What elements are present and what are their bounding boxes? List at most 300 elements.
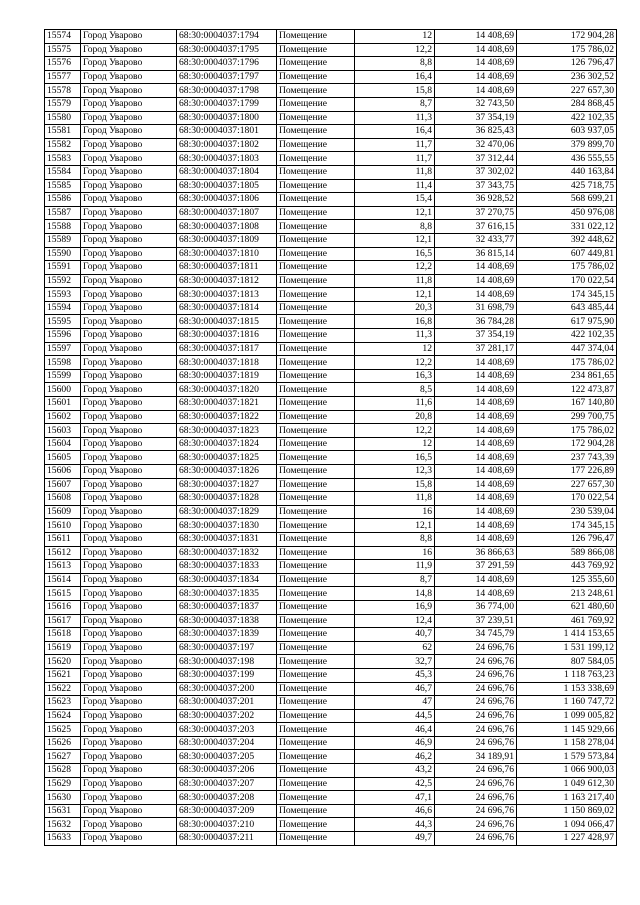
cadastral-value-cell: 1 414 153,65 <box>517 628 617 642</box>
city-cell: Город Уварово <box>81 274 177 288</box>
city-cell: Город Уварово <box>81 220 177 234</box>
area-cell: 15,8 <box>355 84 435 98</box>
object-type-cell: Помещение <box>277 193 355 207</box>
object-type-cell: Помещение <box>277 832 355 846</box>
row-number-cell: 15614 <box>45 573 81 587</box>
unit-value-cell: 24 696,76 <box>435 709 517 723</box>
cadastral-number-cell: 68:30:0004037:1837 <box>177 600 277 614</box>
area-cell: 46,4 <box>355 723 435 737</box>
table-row <box>45 777 617 791</box>
cadastral-number-cell: 68:30:0004037:208 <box>177 791 277 805</box>
row-number-cell: 15631 <box>45 804 81 818</box>
cadastral-number-cell: 68:30:0004037:1838 <box>177 614 277 628</box>
row-number-cell: 15628 <box>45 764 81 778</box>
cadastral-value-cell: 126 796,47 <box>517 532 617 546</box>
unit-value-cell: 37 281,17 <box>435 342 517 356</box>
unit-value-cell: 14 408,69 <box>435 369 517 383</box>
cadastral-number-cell: 68:30:0004037:1807 <box>177 206 277 220</box>
table-row <box>45 655 617 669</box>
cadastral-number-cell: 68:30:0004037:1802 <box>177 138 277 152</box>
cadastral-value-cell: 234 861,65 <box>517 369 617 383</box>
object-type-cell: Помещение <box>277 397 355 411</box>
city-cell: Город Уварово <box>81 97 177 111</box>
unit-value-cell: 14 408,69 <box>435 519 517 533</box>
city-cell: Город Уварово <box>81 369 177 383</box>
unit-value-cell: 14 408,69 <box>435 383 517 397</box>
table-row <box>45 573 617 587</box>
unit-value-cell: 37 270,75 <box>435 206 517 220</box>
object-type-cell: Помещение <box>277 356 355 370</box>
table-row <box>45 84 617 98</box>
object-type-cell: Помещение <box>277 288 355 302</box>
object-type-cell: Помещение <box>277 43 355 57</box>
cadastral-number-cell: 68:30:0004037:1811 <box>177 261 277 275</box>
unit-value-cell: 36 784,28 <box>435 315 517 329</box>
row-number-cell: 15609 <box>45 505 81 519</box>
unit-value-cell: 14 408,69 <box>435 410 517 424</box>
city-cell: Город Уварово <box>81 165 177 179</box>
unit-value-cell: 24 696,76 <box>435 832 517 846</box>
object-type-cell: Помещение <box>277 804 355 818</box>
row-number-cell: 15594 <box>45 301 81 315</box>
row-number-cell: 15604 <box>45 437 81 451</box>
row-number-cell: 15615 <box>45 587 81 601</box>
cadastral-number-cell: 68:30:0004037:1822 <box>177 410 277 424</box>
city-cell: Город Уварово <box>81 397 177 411</box>
cadastral-number-cell: 68:30:0004037:200 <box>177 682 277 696</box>
unit-value-cell: 36 866,63 <box>435 546 517 560</box>
city-cell: Город Уварово <box>81 736 177 750</box>
row-number-cell: 15575 <box>45 43 81 57</box>
unit-value-cell: 32 470,06 <box>435 138 517 152</box>
table-row <box>45 247 617 261</box>
area-cell: 32,7 <box>355 655 435 669</box>
cadastral-number-cell: 68:30:0004037:209 <box>177 804 277 818</box>
city-cell: Город Уварово <box>81 43 177 57</box>
city-cell: Город Уварово <box>81 832 177 846</box>
city-cell: Город Уварово <box>81 301 177 315</box>
object-type-cell: Помещение <box>277 560 355 574</box>
city-cell: Город Уварово <box>81 342 177 356</box>
object-type-cell: Помещение <box>277 451 355 465</box>
cadastral-value-cell: 1 145 929,66 <box>517 723 617 737</box>
area-cell: 42,5 <box>355 777 435 791</box>
area-cell: 8,8 <box>355 532 435 546</box>
row-number-cell: 15619 <box>45 641 81 655</box>
table-row <box>45 152 617 166</box>
unit-value-cell: 37 343,75 <box>435 179 517 193</box>
row-number-cell: 15623 <box>45 696 81 710</box>
unit-value-cell: 14 408,69 <box>435 356 517 370</box>
cadastral-value-cell: 1 066 900,03 <box>517 764 617 778</box>
cadastral-value-cell: 126 796,47 <box>517 57 617 71</box>
row-number-cell: 15584 <box>45 165 81 179</box>
city-cell: Город Уварово <box>81 30 177 44</box>
table-row <box>45 641 617 655</box>
object-type-cell: Помещение <box>277 465 355 479</box>
cadastral-value-cell: 227 657,30 <box>517 84 617 98</box>
area-cell: 16 <box>355 505 435 519</box>
city-cell: Город Уварово <box>81 152 177 166</box>
table-row <box>45 261 617 275</box>
cadastral-number-cell: 68:30:0004037:1800 <box>177 111 277 125</box>
cadastral-value-cell: 1 099 005,82 <box>517 709 617 723</box>
unit-value-cell: 14 408,69 <box>435 274 517 288</box>
cadastral-number-cell: 68:30:0004037:205 <box>177 750 277 764</box>
object-type-cell: Помещение <box>277 165 355 179</box>
object-type-cell: Помещение <box>277 315 355 329</box>
table-row <box>45 832 617 846</box>
cadastral-number-cell: 68:30:0004037:1830 <box>177 519 277 533</box>
unit-value-cell: 31 698,79 <box>435 301 517 315</box>
table-row <box>45 668 617 682</box>
area-cell: 11,7 <box>355 138 435 152</box>
row-number-cell: 15574 <box>45 30 81 44</box>
unit-value-cell: 24 696,76 <box>435 696 517 710</box>
object-type-cell: Помещение <box>277 791 355 805</box>
unit-value-cell: 24 696,76 <box>435 764 517 778</box>
city-cell: Город Уварово <box>81 57 177 71</box>
city-cell: Город Уварово <box>81 587 177 601</box>
cadastral-number-cell: 68:30:0004037:210 <box>177 818 277 832</box>
cadastral-number-cell: 68:30:0004037:197 <box>177 641 277 655</box>
cadastral-value-cell: 436 555,55 <box>517 152 617 166</box>
row-number-cell: 15603 <box>45 424 81 438</box>
cadastral-number-cell: 68:30:0004037:1812 <box>177 274 277 288</box>
object-type-cell: Помещение <box>277 764 355 778</box>
cadastral-value-cell: 1 094 066,47 <box>517 818 617 832</box>
cadastral-value-cell: 174 345,15 <box>517 288 617 302</box>
cadastral-value-cell: 1 163 217,40 <box>517 791 617 805</box>
cadastral-value-cell: 589 866,08 <box>517 546 617 560</box>
object-type-cell: Помещение <box>277 628 355 642</box>
cadastral-number-cell: 68:30:0004037:199 <box>177 668 277 682</box>
object-type-cell: Помещение <box>277 125 355 139</box>
city-cell: Город Уварово <box>81 383 177 397</box>
object-type-cell: Помещение <box>277 383 355 397</box>
table-row <box>45 125 617 139</box>
cadastral-number-cell: 68:30:0004037:1810 <box>177 247 277 261</box>
area-cell: 12,4 <box>355 614 435 628</box>
city-cell: Город Уварово <box>81 723 177 737</box>
table-row <box>45 628 617 642</box>
table-row <box>45 329 617 343</box>
area-cell: 12,2 <box>355 43 435 57</box>
object-type-cell: Помещение <box>277 247 355 261</box>
cadastral-value-cell: 172 904,28 <box>517 437 617 451</box>
unit-value-cell: 36 815,14 <box>435 247 517 261</box>
object-type-cell: Помещение <box>277 97 355 111</box>
cadastral-value-cell: 125 355,60 <box>517 573 617 587</box>
city-cell: Город Уварово <box>81 478 177 492</box>
row-number-cell: 15633 <box>45 832 81 846</box>
area-cell: 8,8 <box>355 57 435 71</box>
cadastral-number-cell: 68:30:0004037:1824 <box>177 437 277 451</box>
area-cell: 16,3 <box>355 369 435 383</box>
object-type-cell: Помещение <box>277 206 355 220</box>
area-cell: 20,3 <box>355 301 435 315</box>
row-number-cell: 15596 <box>45 329 81 343</box>
cadastral-number-cell: 68:30:0004037:1833 <box>177 560 277 574</box>
area-cell: 12,1 <box>355 206 435 220</box>
row-number-cell: 15607 <box>45 478 81 492</box>
table-row <box>45 465 617 479</box>
area-cell: 46,2 <box>355 750 435 764</box>
city-cell: Город Уварово <box>81 233 177 247</box>
area-cell: 8,7 <box>355 573 435 587</box>
object-type-cell: Помещение <box>277 84 355 98</box>
cadastral-number-cell: 68:30:0004037:1813 <box>177 288 277 302</box>
property-table <box>44 29 617 846</box>
unit-value-cell: 34 189,91 <box>435 750 517 764</box>
area-cell: 8,8 <box>355 220 435 234</box>
table-row <box>45 736 617 750</box>
unit-value-cell: 14 408,69 <box>435 437 517 451</box>
object-type-cell: Помещение <box>277 478 355 492</box>
city-cell: Город Уварово <box>81 356 177 370</box>
table-row <box>45 315 617 329</box>
unit-value-cell: 36 774,00 <box>435 600 517 614</box>
city-cell: Город Уварово <box>81 628 177 642</box>
row-number-cell: 15583 <box>45 152 81 166</box>
unit-value-cell: 37 291,59 <box>435 560 517 574</box>
table-row <box>45 220 617 234</box>
city-cell: Город Уварово <box>81 791 177 805</box>
unit-value-cell: 37 616,15 <box>435 220 517 234</box>
object-type-cell: Помещение <box>277 274 355 288</box>
row-number-cell: 15585 <box>45 179 81 193</box>
cadastral-value-cell: 1 049 612,30 <box>517 777 617 791</box>
table-row <box>45 614 617 628</box>
area-cell: 16,4 <box>355 125 435 139</box>
object-type-cell: Помещение <box>277 152 355 166</box>
object-type-cell: Помещение <box>277 261 355 275</box>
object-type-cell: Помещение <box>277 600 355 614</box>
unit-value-cell: 14 408,69 <box>435 70 517 84</box>
cadastral-value-cell: 621 480,60 <box>517 600 617 614</box>
object-type-cell: Помещение <box>277 736 355 750</box>
row-number-cell: 15625 <box>45 723 81 737</box>
cadastral-value-cell: 172 904,28 <box>517 30 617 44</box>
area-cell: 11,8 <box>355 274 435 288</box>
table-row <box>45 492 617 506</box>
cadastral-value-cell: 443 769,92 <box>517 560 617 574</box>
city-cell: Город Уварово <box>81 315 177 329</box>
cadastral-value-cell: 237 743,39 <box>517 451 617 465</box>
area-cell: 47,1 <box>355 791 435 805</box>
city-cell: Город Уварово <box>81 410 177 424</box>
cadastral-number-cell: 68:30:0004037:1835 <box>177 587 277 601</box>
row-number-cell: 15586 <box>45 193 81 207</box>
unit-value-cell: 14 408,69 <box>435 424 517 438</box>
area-cell: 16 <box>355 546 435 560</box>
object-type-cell: Помещение <box>277 342 355 356</box>
cadastral-number-cell: 68:30:0004037:1826 <box>177 465 277 479</box>
cadastral-value-cell: 1 227 428,97 <box>517 832 617 846</box>
table-row <box>45 750 617 764</box>
cadastral-value-cell: 461 769,92 <box>517 614 617 628</box>
area-cell: 15,8 <box>355 478 435 492</box>
area-cell: 12,2 <box>355 356 435 370</box>
row-number-cell: 15576 <box>45 57 81 71</box>
unit-value-cell: 32 433,77 <box>435 233 517 247</box>
city-cell: Город Уварово <box>81 206 177 220</box>
object-type-cell: Помещение <box>277 641 355 655</box>
unit-value-cell: 24 696,76 <box>435 804 517 818</box>
table-row <box>45 97 617 111</box>
cadastral-value-cell: 1 118 763,23 <box>517 668 617 682</box>
area-cell: 14,8 <box>355 587 435 601</box>
cadastral-number-cell: 68:30:0004037:201 <box>177 696 277 710</box>
unit-value-cell: 37 239,51 <box>435 614 517 628</box>
cadastral-value-cell: 1 531 199,12 <box>517 641 617 655</box>
row-number-cell: 15611 <box>45 532 81 546</box>
cadastral-value-cell: 607 449,81 <box>517 247 617 261</box>
table-row <box>45 397 617 411</box>
area-cell: 12,1 <box>355 233 435 247</box>
area-cell: 12 <box>355 30 435 44</box>
cadastral-number-cell: 68:30:0004037:1808 <box>177 220 277 234</box>
cadastral-number-cell: 68:30:0004037:1831 <box>177 532 277 546</box>
object-type-cell: Помещение <box>277 682 355 696</box>
row-number-cell: 15593 <box>45 288 81 302</box>
unit-value-cell: 37 312,44 <box>435 152 517 166</box>
row-number-cell: 15621 <box>45 668 81 682</box>
object-type-cell: Помещение <box>277 30 355 44</box>
cadastral-value-cell: 1 153 338,69 <box>517 682 617 696</box>
cadastral-value-cell: 284 868,45 <box>517 97 617 111</box>
unit-value-cell: 14 408,69 <box>435 397 517 411</box>
city-cell: Город Уварово <box>81 247 177 261</box>
row-number-cell: 15578 <box>45 84 81 98</box>
unit-value-cell: 14 408,69 <box>435 43 517 57</box>
cadastral-number-cell: 68:30:0004037:1827 <box>177 478 277 492</box>
table-row <box>45 383 617 397</box>
row-number-cell: 15605 <box>45 451 81 465</box>
city-cell: Город Уварово <box>81 437 177 451</box>
table-row <box>45 43 617 57</box>
unit-value-cell: 14 408,69 <box>435 478 517 492</box>
unit-value-cell: 37 302,02 <box>435 165 517 179</box>
row-number-cell: 15610 <box>45 519 81 533</box>
object-type-cell: Помещение <box>277 505 355 519</box>
area-cell: 11,4 <box>355 179 435 193</box>
row-number-cell: 15579 <box>45 97 81 111</box>
unit-value-cell: 24 696,76 <box>435 736 517 750</box>
area-cell: 16,5 <box>355 247 435 261</box>
unit-value-cell: 24 696,76 <box>435 818 517 832</box>
cadastral-value-cell: 122 473,87 <box>517 383 617 397</box>
cadastral-number-cell: 68:30:0004037:211 <box>177 832 277 846</box>
cadastral-number-cell: 68:30:0004037:202 <box>177 709 277 723</box>
city-cell: Город Уварово <box>81 70 177 84</box>
object-type-cell: Помещение <box>277 573 355 587</box>
city-cell: Город Уварово <box>81 764 177 778</box>
cadastral-value-cell: 450 976,08 <box>517 206 617 220</box>
object-type-cell: Помещение <box>277 532 355 546</box>
area-cell: 8,5 <box>355 383 435 397</box>
city-cell: Город Уварово <box>81 532 177 546</box>
cadastral-value-cell: 1 158 278,04 <box>517 736 617 750</box>
cadastral-value-cell: 331 022,12 <box>517 220 617 234</box>
row-number-cell: 15630 <box>45 791 81 805</box>
city-cell: Город Уварово <box>81 288 177 302</box>
unit-value-cell: 14 408,69 <box>435 492 517 506</box>
cadastral-value-cell: 422 102,35 <box>517 111 617 125</box>
unit-value-cell: 14 408,69 <box>435 57 517 71</box>
cadastral-number-cell: 68:30:0004037:1794 <box>177 30 277 44</box>
row-number-cell: 15587 <box>45 206 81 220</box>
area-cell: 12,2 <box>355 261 435 275</box>
row-number-cell: 15581 <box>45 125 81 139</box>
cadastral-number-cell: 68:30:0004037:1820 <box>177 383 277 397</box>
table-row <box>45 111 617 125</box>
row-number-cell: 15595 <box>45 315 81 329</box>
cadastral-value-cell: 603 937,05 <box>517 125 617 139</box>
cadastral-value-cell: 177 226,89 <box>517 465 617 479</box>
area-cell: 16,4 <box>355 70 435 84</box>
object-type-cell: Помещение <box>277 329 355 343</box>
city-cell: Город Уварово <box>81 709 177 723</box>
cadastral-value-cell: 299 700,75 <box>517 410 617 424</box>
row-number-cell: 15588 <box>45 220 81 234</box>
cadastral-number-cell: 68:30:0004037:1823 <box>177 424 277 438</box>
table-row <box>45 369 617 383</box>
city-cell: Город Уварово <box>81 193 177 207</box>
area-cell: 12,3 <box>355 465 435 479</box>
object-type-cell: Помещение <box>277 492 355 506</box>
unit-value-cell: 24 696,76 <box>435 668 517 682</box>
table-row <box>45 57 617 71</box>
table-row <box>45 424 617 438</box>
city-cell: Город Уварово <box>81 655 177 669</box>
unit-value-cell: 37 354,19 <box>435 111 517 125</box>
area-cell: 46,7 <box>355 682 435 696</box>
table-row <box>45 546 617 560</box>
cadastral-number-cell: 68:30:0004037:207 <box>177 777 277 791</box>
area-cell: 40,7 <box>355 628 435 642</box>
object-type-cell: Помещение <box>277 301 355 315</box>
table-row <box>45 519 617 533</box>
object-type-cell: Помещение <box>277 723 355 737</box>
table-row <box>45 30 617 44</box>
area-cell: 11,3 <box>355 329 435 343</box>
table-row <box>45 288 617 302</box>
city-cell: Город Уварово <box>81 682 177 696</box>
cadastral-value-cell: 425 718,75 <box>517 179 617 193</box>
city-cell: Город Уварово <box>81 818 177 832</box>
row-number-cell: 15613 <box>45 560 81 574</box>
area-cell: 49,7 <box>355 832 435 846</box>
table-row <box>45 301 617 315</box>
table-row <box>45 505 617 519</box>
unit-value-cell: 36 825,43 <box>435 125 517 139</box>
table-row <box>45 818 617 832</box>
table-row <box>45 587 617 601</box>
object-type-cell: Помещение <box>277 220 355 234</box>
city-cell: Город Уварово <box>81 519 177 533</box>
cadastral-number-cell: 68:30:0004037:1818 <box>177 356 277 370</box>
cadastral-value-cell: 230 539,04 <box>517 505 617 519</box>
row-number-cell: 15606 <box>45 465 81 479</box>
city-cell: Город Уварово <box>81 329 177 343</box>
row-number-cell: 15602 <box>45 410 81 424</box>
row-number-cell: 15617 <box>45 614 81 628</box>
object-type-cell: Помещение <box>277 410 355 424</box>
table-row <box>45 233 617 247</box>
table-row <box>45 682 617 696</box>
area-cell: 46,9 <box>355 736 435 750</box>
